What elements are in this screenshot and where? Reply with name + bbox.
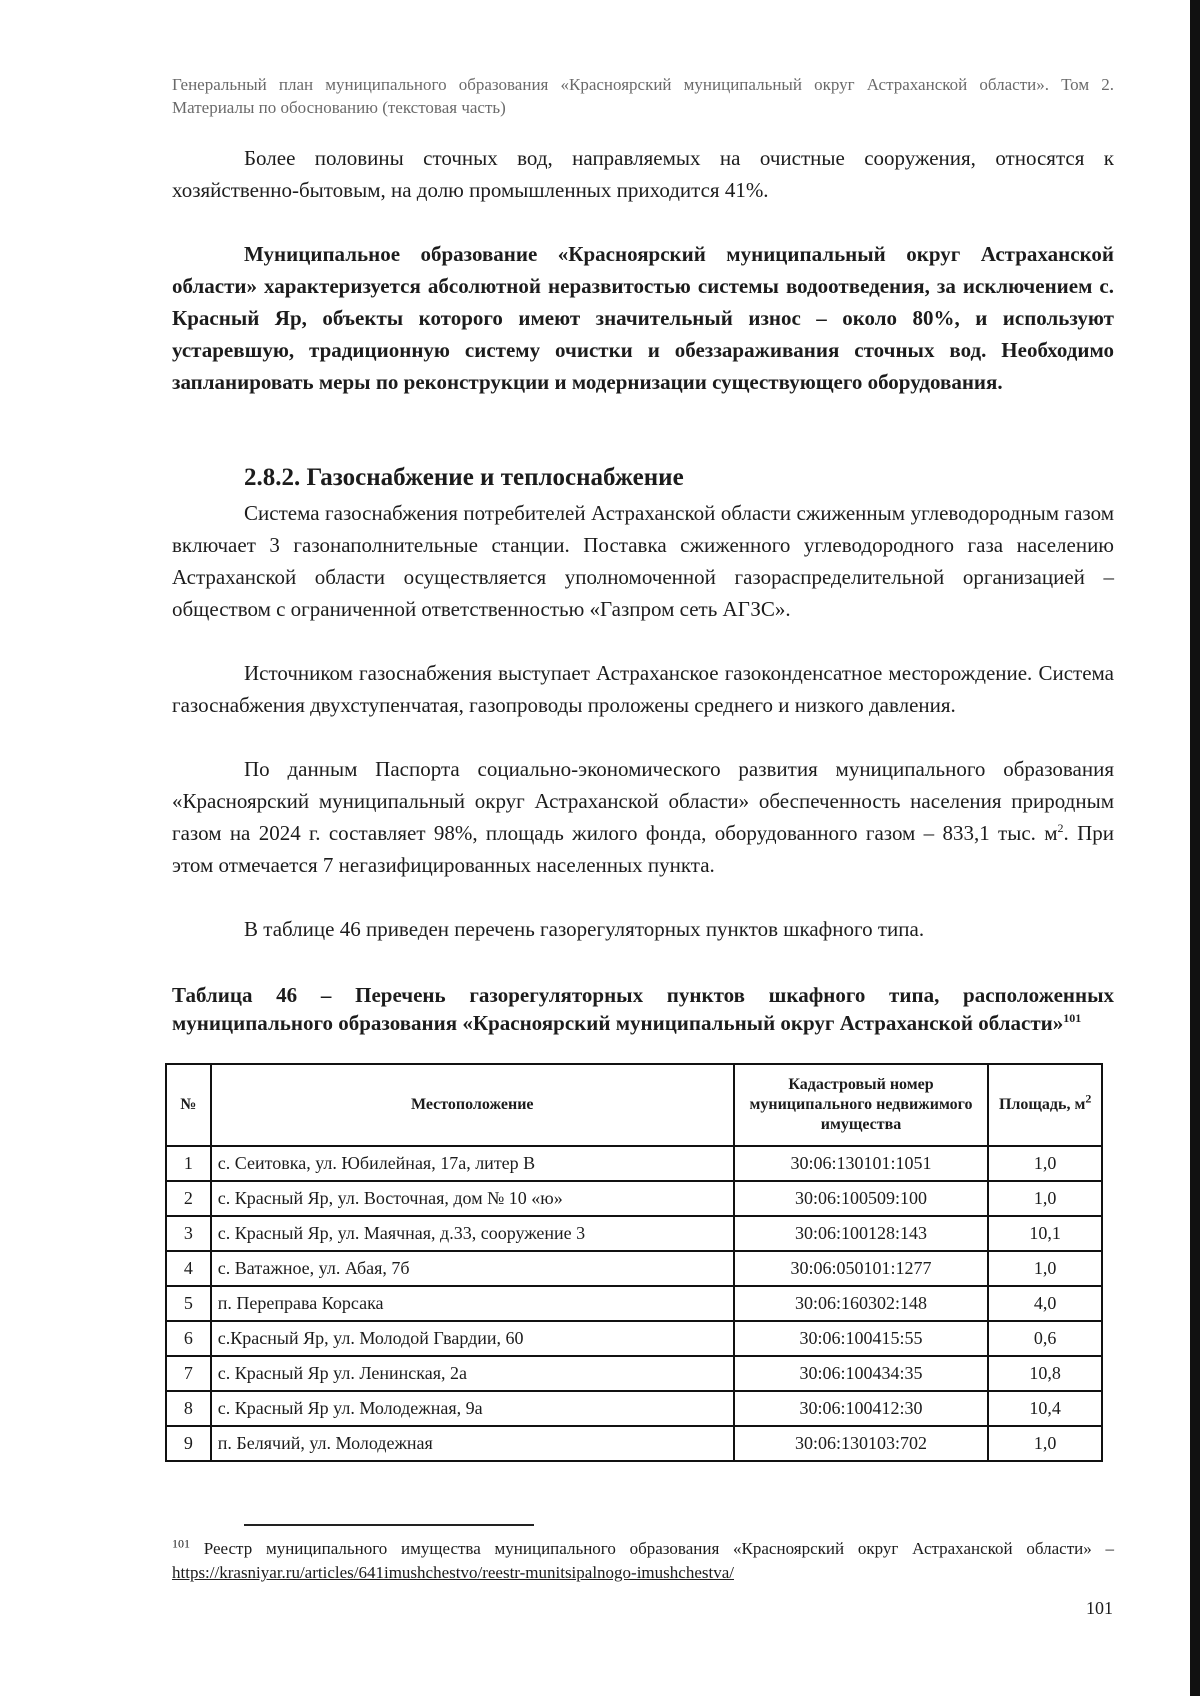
cell-cadastral: 30:06:130101:1051	[734, 1146, 989, 1181]
cell-location: с. Красный Яр ул. Молодежная, 9а	[211, 1391, 734, 1426]
section-heading: 2.8.2. Газоснабжение и теплоснабжение	[244, 464, 684, 491]
cell-location: п. Переправа Корсака	[211, 1286, 734, 1321]
cell-cadastral: 30:06:050101:1277	[734, 1251, 989, 1286]
cell-cadastral: 30:06:130103:702	[734, 1426, 989, 1461]
footnote-separator	[244, 1524, 534, 1526]
table-row	[166, 1356, 1102, 1391]
gas-coverage-text-a: По данным Паспорта социально-экономического развития муниципального образования «Красноярский муниципальный округ Астраханской области» обеспеченность населения природным газом на 2024 г. составляет 98%, площадь жилого фонда, оборудованного газом – 833,1 тыс. м	[172, 757, 1114, 845]
table-row	[166, 1251, 1102, 1286]
cell-area: 10,1	[988, 1216, 1102, 1251]
cell-cadastral: 30:06:100509:100	[734, 1181, 989, 1216]
cell-cadastral: 30:06:100415:55	[734, 1321, 989, 1356]
table-row	[166, 1426, 1102, 1461]
table-row	[166, 1181, 1102, 1216]
cell-num: 3	[166, 1216, 211, 1251]
paragraph-gas-system: Система газоснабжения потребителей Астраханской области сжиженным углеводородным газом включает 3 газонаполнительные станции. Поставка сжиженного углеводородного газа населению Астраханской области осуществляется уполномоченной газораспределительной организацией – обществом с ограниченной ответственностью «Газпром сеть АГЗС».	[172, 501, 1114, 621]
cell-num: 6	[166, 1321, 211, 1356]
cell-num: 8	[166, 1391, 211, 1426]
cell-area: 1,0	[988, 1251, 1102, 1286]
cell-area: 10,8	[988, 1356, 1102, 1391]
cell-num: 7	[166, 1356, 211, 1391]
header-area-label: Площадь, м	[998, 1096, 1086, 1113]
header-location: Местоположение	[211, 1064, 734, 1146]
table-caption-footnote-ref: 101	[1063, 1011, 1082, 1025]
paragraph-gas-coverage	[172, 753, 1114, 881]
gas-coverage-text-b: . При этом отмечается 7 негазифицированных населенных пункта.	[172, 821, 1114, 877]
table-row	[166, 1321, 1102, 1356]
cell-area: 10,4	[988, 1391, 1102, 1426]
cell-area: 1,0	[988, 1146, 1102, 1181]
header-area	[988, 1064, 1102, 1146]
cell-area: 0,6	[988, 1321, 1102, 1356]
table-row	[166, 1216, 1102, 1251]
paragraph-wastewater-share: Более половины сточных вод, направляемых на очистные сооружения, относятся к хозяйственно-бытовым, на долю промышленных приходится 41%.	[172, 146, 1114, 202]
footnote-link[interactable]: https://krasniyar.ru/articles/641imushchestvo/reestr-munitsipalnogo-imushchestva/	[172, 1563, 734, 1582]
cell-location: с. Сеитовка, ул. Юбилейная, 17а, литер В	[211, 1146, 734, 1181]
gas-regulator-table	[165, 1063, 1103, 1462]
footnote-text: Реестр муниципального имущества муниципального образования «Красноярский округ Астраханской области» –	[190, 1539, 1114, 1558]
cell-num: 9	[166, 1426, 211, 1461]
table-row	[166, 1286, 1102, 1321]
table-header-row	[166, 1064, 1102, 1146]
cell-num: 4	[166, 1251, 211, 1286]
page-number: 101	[1086, 1598, 1113, 1618]
table-caption	[172, 981, 1114, 1037]
cell-location: с. Ватажное, ул. Абая, 7б	[211, 1251, 734, 1286]
page-edge	[1190, 0, 1200, 1696]
cell-location: с.Красный Яр, ул. Молодой Гвардии, 60	[211, 1321, 734, 1356]
paragraph-table-intro: В таблице 46 приведен перечень газорегуляторных пунктов шкафного типа.	[244, 917, 925, 941]
header-num: №	[166, 1064, 211, 1146]
table-caption-text: Таблица 46 – Перечень газорегуляторных пунктов шкафного типа, расположенных муниципального образования «Красноярский муниципальный округ Астраханской области»	[172, 983, 1114, 1035]
cell-num: 1	[166, 1146, 211, 1181]
cell-area: 4,0	[988, 1286, 1102, 1321]
table-row	[166, 1391, 1102, 1426]
footnote	[172, 1537, 1114, 1585]
cell-area: 1,0	[988, 1426, 1102, 1461]
table-row	[166, 1146, 1102, 1181]
cell-location: п. Белячий, ул. Молодежная	[211, 1426, 734, 1461]
cell-area: 1,0	[988, 1181, 1102, 1216]
area-unit-superscript: 2	[1057, 821, 1064, 835]
cell-cadastral: 30:06:100128:143	[734, 1216, 989, 1251]
cell-cadastral: 30:06:100434:35	[734, 1356, 989, 1391]
cell-num: 2	[166, 1181, 211, 1216]
cell-location: с. Красный Яр, ул. Восточная, дом № 10 «ю»	[211, 1181, 734, 1216]
paragraph-gas-source: Источником газоснабжения выступает Астраханское газоконденсатное месторождение. Система газоснабжения двухступенчатая, газопроводы проложены среднего и низкого давления.	[172, 661, 1114, 717]
cell-cadastral: 30:06:100412:30	[734, 1391, 989, 1426]
running-header: Генеральный план муниципального образования «Красноярский муниципальный округ Астраханской области». Том 2. Материалы по обоснованию (текстовая часть)	[172, 75, 1114, 117]
header-area-superscript: 2	[1085, 1091, 1092, 1106]
cell-location: с. Красный Яр ул. Ленинская, 2а	[211, 1356, 734, 1391]
paragraph-sewerage-summary: Муниципальное образование «Красноярский муниципальный округ Астраханской области» характеризуется абсолютной неразвитостью системы водоотведения, за исключением с. Красный Яр, объекты которого имеют значительный износ – около 80%, и используют устаревшую, традиционную систему очистки и обеззараживания сточных вод. Необходимо запланировать меры по реконструкции и модернизации существующего оборудования.	[172, 242, 1114, 394]
cell-num: 5	[166, 1286, 211, 1321]
cell-location: с. Красный Яр, ул. Маячная, д.33, сооружение 3	[211, 1216, 734, 1251]
footnote-number: 101	[172, 1536, 190, 1551]
header-cadastral: Кадастровый номер муниципального недвижимого имущества	[734, 1064, 989, 1146]
cell-cadastral: 30:06:160302:148	[734, 1286, 989, 1321]
